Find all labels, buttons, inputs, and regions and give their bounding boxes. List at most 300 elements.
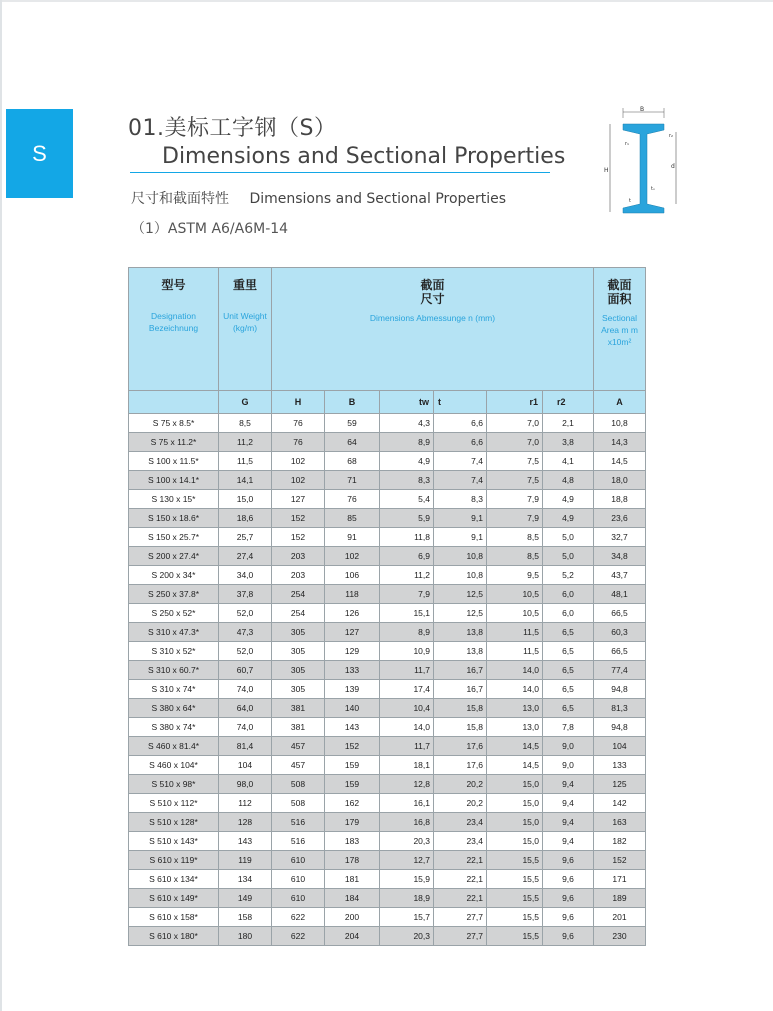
cell-weight: 11,5 (219, 452, 272, 471)
page-title-en: Dimensions and Sectional Properties (162, 144, 566, 169)
table-row (129, 737, 646, 756)
cell-designation: S 610 x 158* (129, 908, 219, 927)
cell-r1: 10,5 (487, 585, 543, 604)
cell-b: 85 (325, 509, 380, 528)
header-designation (129, 268, 219, 391)
header-weight (219, 268, 272, 391)
cell-r2: 9,6 (543, 889, 594, 908)
cell-r2: 9,4 (543, 813, 594, 832)
cell-designation: S 75 x 11.2* (129, 433, 219, 452)
header-area-en: Sectional Area m m x10m² (601, 313, 638, 347)
cell-tw: 11,7 (380, 661, 434, 680)
cell-r1: 8,5 (487, 528, 543, 547)
cell-weight: 25,7 (219, 528, 272, 547)
cell-b: 106 (325, 566, 380, 585)
table-row (129, 642, 646, 661)
header-area-cn-1: 截面 (607, 278, 632, 292)
subtitle-en: Dimensions and Sectional Properties (249, 191, 507, 207)
cell-b: 126 (325, 604, 380, 623)
table-row (129, 851, 646, 870)
subtitle-cn: 尺寸和截面特性 (131, 191, 229, 207)
cell-tw: 5,9 (380, 509, 434, 528)
cell-h: 254 (272, 585, 325, 604)
cell-r1: 9,5 (487, 566, 543, 585)
header-weight-cn: 重里 (232, 278, 257, 292)
cell-weight: 27,4 (219, 547, 272, 566)
cell-area: 163 (594, 813, 646, 832)
cell-b: 183 (325, 832, 380, 851)
cell-area: 230 (594, 927, 646, 946)
cell-t: 13,8 (434, 642, 487, 661)
cell-weight: 158 (219, 908, 272, 927)
cell-weight: 180 (219, 927, 272, 946)
cell-designation: S 380 x 74* (129, 718, 219, 737)
cell-tw: 16,8 (380, 813, 434, 832)
cell-t: 8,3 (434, 490, 487, 509)
symbol-a: A (594, 391, 646, 414)
cell-r1: 7,0 (487, 433, 543, 452)
cell-t: 22,1 (434, 889, 487, 908)
cell-b: 68 (325, 452, 380, 471)
cell-weight: 47,3 (219, 623, 272, 642)
cell-r1: 15,5 (487, 889, 543, 908)
cell-area: 104 (594, 737, 646, 756)
cell-designation: S 310 x 74* (129, 680, 219, 699)
cell-r1: 14,5 (487, 737, 543, 756)
header-area (594, 268, 646, 391)
cell-h: 152 (272, 509, 325, 528)
cell-h: 305 (272, 661, 325, 680)
cell-b: 133 (325, 661, 380, 680)
cell-designation: S 150 x 18.6* (129, 509, 219, 528)
cell-r2: 6,5 (543, 680, 594, 699)
table-row (129, 699, 646, 718)
subtitle (131, 188, 506, 208)
cell-h: 203 (272, 566, 325, 585)
cell-h: 305 (272, 642, 325, 661)
dimensions-table (128, 267, 646, 946)
cell-t: 6,6 (434, 414, 487, 433)
i-beam-diagram (602, 104, 682, 216)
table-row (129, 414, 646, 433)
table-row (129, 452, 646, 471)
table-header (129, 268, 646, 414)
cell-r2: 5,0 (543, 528, 594, 547)
header-dims-en: Dimensions Abmessunge n (mm) (369, 313, 496, 323)
symbol-t: t (434, 391, 487, 414)
cell-tw: 10,4 (380, 699, 434, 718)
cell-h: 622 (272, 908, 325, 927)
cell-b: 162 (325, 794, 380, 813)
cell-designation: S 610 x 134* (129, 870, 219, 889)
cell-b: 129 (325, 642, 380, 661)
cell-weight: 112 (219, 794, 272, 813)
cell-weight: 18,6 (219, 509, 272, 528)
page-top-border (0, 0, 773, 2)
symbol-h: H (272, 391, 325, 414)
cell-tw: 11,8 (380, 528, 434, 547)
cell-tw: 10,9 (380, 642, 434, 661)
cell-t: 17,6 (434, 756, 487, 775)
cell-area: 34,8 (594, 547, 646, 566)
cell-designation: S 460 x 81.4* (129, 737, 219, 756)
cell-r2: 6,5 (543, 699, 594, 718)
cell-t: 17,6 (434, 737, 487, 756)
cell-area: 66,5 (594, 642, 646, 661)
cell-tw: 14,0 (380, 718, 434, 737)
cell-b: 204 (325, 927, 380, 946)
cell-h: 305 (272, 623, 325, 642)
cell-tw: 17,4 (380, 680, 434, 699)
symbol-empty (129, 391, 219, 414)
cell-t: 23,4 (434, 832, 487, 851)
cell-h: 152 (272, 528, 325, 547)
cell-r2: 4,1 (543, 452, 594, 471)
cell-tw: 12,8 (380, 775, 434, 794)
cell-r2: 9,6 (543, 870, 594, 889)
header-dims-cn-1: 截面 (420, 278, 445, 292)
cell-weight: 74,0 (219, 718, 272, 737)
cell-designation: S 310 x 47.3* (129, 623, 219, 642)
cell-designation: S 510 x 112* (129, 794, 219, 813)
cell-weight: 74,0 (219, 680, 272, 699)
cell-b: 102 (325, 547, 380, 566)
cell-area: 94,8 (594, 680, 646, 699)
cell-designation: S 610 x 119* (129, 851, 219, 870)
cell-h: 102 (272, 471, 325, 490)
cell-r2: 4,9 (543, 490, 594, 509)
cell-r2: 6,5 (543, 642, 594, 661)
cell-weight: 98,0 (219, 775, 272, 794)
cell-tw: 20,3 (380, 927, 434, 946)
cell-h: 254 (272, 604, 325, 623)
cell-tw: 11,7 (380, 737, 434, 756)
cell-h: 381 (272, 718, 325, 737)
cell-weight: 37,8 (219, 585, 272, 604)
cell-area: 152 (594, 851, 646, 870)
cell-r1: 11,5 (487, 642, 543, 661)
header-dimensions (272, 268, 594, 391)
cell-b: 91 (325, 528, 380, 547)
cell-weight: 81,4 (219, 737, 272, 756)
cell-t: 12,5 (434, 604, 487, 623)
cell-designation: S 130 x 15* (129, 490, 219, 509)
cell-r1: 15,0 (487, 794, 543, 813)
cell-designation: S 510 x 143* (129, 832, 219, 851)
section-tab[interactable] (6, 109, 73, 198)
page-left-border (0, 0, 2, 1011)
cell-weight: 143 (219, 832, 272, 851)
cell-b: 118 (325, 585, 380, 604)
cell-area: 10,8 (594, 414, 646, 433)
cell-designation: S 250 x 52* (129, 604, 219, 623)
label-h: H (604, 167, 609, 174)
cell-area: 133 (594, 756, 646, 775)
cell-b: 140 (325, 699, 380, 718)
label-b: B (640, 106, 645, 113)
cell-r2: 5,0 (543, 547, 594, 566)
label-t: t (629, 198, 631, 204)
symbol-b: B (325, 391, 380, 414)
cell-t: 23,4 (434, 813, 487, 832)
cell-t: 15,8 (434, 718, 487, 737)
cell-weight: 15,0 (219, 490, 272, 509)
cell-area: 18,0 (594, 471, 646, 490)
cell-b: 59 (325, 414, 380, 433)
cell-r1: 13,0 (487, 699, 543, 718)
cell-weight: 11,2 (219, 433, 272, 452)
cell-t: 13,8 (434, 623, 487, 642)
label-d: d (671, 163, 675, 170)
cell-r2: 6,0 (543, 604, 594, 623)
cell-tw: 4,9 (380, 452, 434, 471)
table-row (129, 585, 646, 604)
table-row (129, 718, 646, 737)
cell-t: 20,2 (434, 794, 487, 813)
cell-designation: S 460 x 104* (129, 756, 219, 775)
cell-weight: 8,5 (219, 414, 272, 433)
cell-designation: S 310 x 52* (129, 642, 219, 661)
cell-designation: S 100 x 14.1* (129, 471, 219, 490)
table-row (129, 509, 646, 528)
cell-r2: 9,0 (543, 737, 594, 756)
cell-b: 181 (325, 870, 380, 889)
table-row (129, 889, 646, 908)
cell-r1: 13,0 (487, 718, 543, 737)
cell-weight: 14,1 (219, 471, 272, 490)
cell-r2: 6,0 (543, 585, 594, 604)
header-designation-en: Designation Bezeichnung (148, 311, 199, 333)
cell-tw: 12,7 (380, 851, 434, 870)
cell-r2: 9,4 (543, 794, 594, 813)
cell-b: 127 (325, 623, 380, 642)
table-row (129, 756, 646, 775)
table-row (129, 775, 646, 794)
table-body (129, 414, 646, 946)
cell-weight: 52,0 (219, 642, 272, 661)
cell-h: 457 (272, 737, 325, 756)
symbol-row (129, 391, 646, 414)
cell-tw: 5,4 (380, 490, 434, 509)
table-row (129, 433, 646, 452)
cell-weight: 128 (219, 813, 272, 832)
cell-b: 139 (325, 680, 380, 699)
cell-r1: 15,5 (487, 870, 543, 889)
cell-r2: 9,6 (543, 927, 594, 946)
cell-r2: 6,5 (543, 623, 594, 642)
cell-h: 610 (272, 851, 325, 870)
cell-r1: 7,5 (487, 452, 543, 471)
cell-t: 9,1 (434, 528, 487, 547)
header-weight-en: Unit Weight (kg/m) (223, 311, 267, 333)
table-row (129, 870, 646, 889)
table-row (129, 490, 646, 509)
cell-area: 125 (594, 775, 646, 794)
cell-tw: 15,9 (380, 870, 434, 889)
cell-designation: S 510 x 128* (129, 813, 219, 832)
cell-r2: 2,1 (543, 414, 594, 433)
table-row (129, 680, 646, 699)
cell-t: 12,5 (434, 585, 487, 604)
cell-b: 159 (325, 756, 380, 775)
cell-b: 179 (325, 813, 380, 832)
cell-tw: 20,3 (380, 832, 434, 851)
cell-designation: S 510 x 98* (129, 775, 219, 794)
cell-area: 201 (594, 908, 646, 927)
cell-area: 48,1 (594, 585, 646, 604)
cell-area: 32,7 (594, 528, 646, 547)
cell-designation: S 75 x 8.5* (129, 414, 219, 433)
cell-r2: 4,8 (543, 471, 594, 490)
cell-tw: 6,9 (380, 547, 434, 566)
cell-r1: 11,5 (487, 623, 543, 642)
cell-h: 203 (272, 547, 325, 566)
title-underline (130, 172, 550, 173)
table-row (129, 528, 646, 547)
cell-r2: 5,2 (543, 566, 594, 585)
label-r2: r₂ (669, 133, 674, 139)
standard-label: （1）ASTM A6/A6M-14 (131, 221, 289, 237)
cell-h: 516 (272, 813, 325, 832)
cell-tw: 18,9 (380, 889, 434, 908)
cell-area: 66,5 (594, 604, 646, 623)
cell-designation: S 100 x 11.5* (129, 452, 219, 471)
cell-t: 27,7 (434, 927, 487, 946)
label-tw: tᵥ (651, 186, 656, 192)
cell-tw: 8,9 (380, 433, 434, 452)
table-row (129, 927, 646, 946)
cell-r2: 3,8 (543, 433, 594, 452)
header-area-cn-2: 面积 (607, 292, 632, 306)
cell-t: 10,8 (434, 547, 487, 566)
cell-tw: 8,9 (380, 623, 434, 642)
cell-b: 152 (325, 737, 380, 756)
cell-r1: 15,0 (487, 775, 543, 794)
cell-b: 178 (325, 851, 380, 870)
cell-r1: 14,0 (487, 680, 543, 699)
cell-r1: 14,5 (487, 756, 543, 775)
header-dims-cn-2: 尺寸 (420, 292, 445, 306)
table-row (129, 566, 646, 585)
cell-b: 76 (325, 490, 380, 509)
cell-designation: S 610 x 180* (129, 927, 219, 946)
cell-area: 43,7 (594, 566, 646, 585)
cell-weight: 52,0 (219, 604, 272, 623)
cell-h: 76 (272, 414, 325, 433)
cell-h: 102 (272, 452, 325, 471)
cell-area: 171 (594, 870, 646, 889)
cell-h: 381 (272, 699, 325, 718)
label-r1: r₁ (625, 141, 630, 147)
table-row (129, 908, 646, 927)
cell-t: 15,8 (434, 699, 487, 718)
cell-t: 22,1 (434, 851, 487, 870)
cell-b: 71 (325, 471, 380, 490)
table-row (129, 832, 646, 851)
cell-weight: 119 (219, 851, 272, 870)
cell-t: 16,7 (434, 661, 487, 680)
cell-t: 20,2 (434, 775, 487, 794)
header-designation-cn: 型号 (161, 278, 186, 292)
cell-designation: S 310 x 60.7* (129, 661, 219, 680)
cell-b: 159 (325, 775, 380, 794)
cell-t: 7,4 (434, 452, 487, 471)
cell-r1: 14,0 (487, 661, 543, 680)
cell-t: 27,7 (434, 908, 487, 927)
cell-b: 64 (325, 433, 380, 452)
cell-h: 610 (272, 870, 325, 889)
cell-h: 508 (272, 794, 325, 813)
cell-designation: S 150 x 25.7* (129, 528, 219, 547)
cell-area: 94,8 (594, 718, 646, 737)
symbol-r1: r1 (487, 391, 543, 414)
cell-area: 23,6 (594, 509, 646, 528)
cell-area: 18,8 (594, 490, 646, 509)
cell-tw: 18,1 (380, 756, 434, 775)
cell-t: 7,4 (434, 471, 487, 490)
table-row (129, 623, 646, 642)
cell-tw: 4,3 (380, 414, 434, 433)
cell-r1: 15,5 (487, 908, 543, 927)
cell-designation: S 200 x 27.4* (129, 547, 219, 566)
cell-weight: 60,7 (219, 661, 272, 680)
cell-designation: S 380 x 64* (129, 699, 219, 718)
cell-r1: 15,0 (487, 832, 543, 851)
cell-weight: 64,0 (219, 699, 272, 718)
cell-designation: S 250 x 37.8* (129, 585, 219, 604)
cell-r1: 7,9 (487, 509, 543, 528)
cell-area: 14,3 (594, 433, 646, 452)
cell-b: 200 (325, 908, 380, 927)
cell-h: 457 (272, 756, 325, 775)
table-row (129, 604, 646, 623)
cell-r1: 15,0 (487, 813, 543, 832)
cell-t: 6,6 (434, 433, 487, 452)
cell-t: 9,1 (434, 509, 487, 528)
cell-designation: S 610 x 149* (129, 889, 219, 908)
cell-h: 622 (272, 927, 325, 946)
cell-r1: 15,5 (487, 927, 543, 946)
cell-weight: 149 (219, 889, 272, 908)
cell-t: 22,1 (434, 870, 487, 889)
cell-h: 508 (272, 775, 325, 794)
cell-area: 77,4 (594, 661, 646, 680)
table-row (129, 813, 646, 832)
cell-r1: 7,5 (487, 471, 543, 490)
cell-r1: 10,5 (487, 604, 543, 623)
cell-r1: 7,0 (487, 414, 543, 433)
table-row (129, 547, 646, 566)
cell-tw: 7,9 (380, 585, 434, 604)
cell-area: 60,3 (594, 623, 646, 642)
cell-weight: 34,0 (219, 566, 272, 585)
cell-h: 76 (272, 433, 325, 452)
cell-r2: 6,5 (543, 661, 594, 680)
cell-h: 610 (272, 889, 325, 908)
table-row (129, 794, 646, 813)
cell-r1: 8,5 (487, 547, 543, 566)
cell-r2: 9,4 (543, 775, 594, 794)
cell-r2: 9,0 (543, 756, 594, 775)
cell-area: 182 (594, 832, 646, 851)
cell-t: 10,8 (434, 566, 487, 585)
cell-r2: 4,9 (543, 509, 594, 528)
cell-h: 305 (272, 680, 325, 699)
cell-area: 189 (594, 889, 646, 908)
cell-tw: 11,2 (380, 566, 434, 585)
symbol-g: G (219, 391, 272, 414)
cell-tw: 15,1 (380, 604, 434, 623)
